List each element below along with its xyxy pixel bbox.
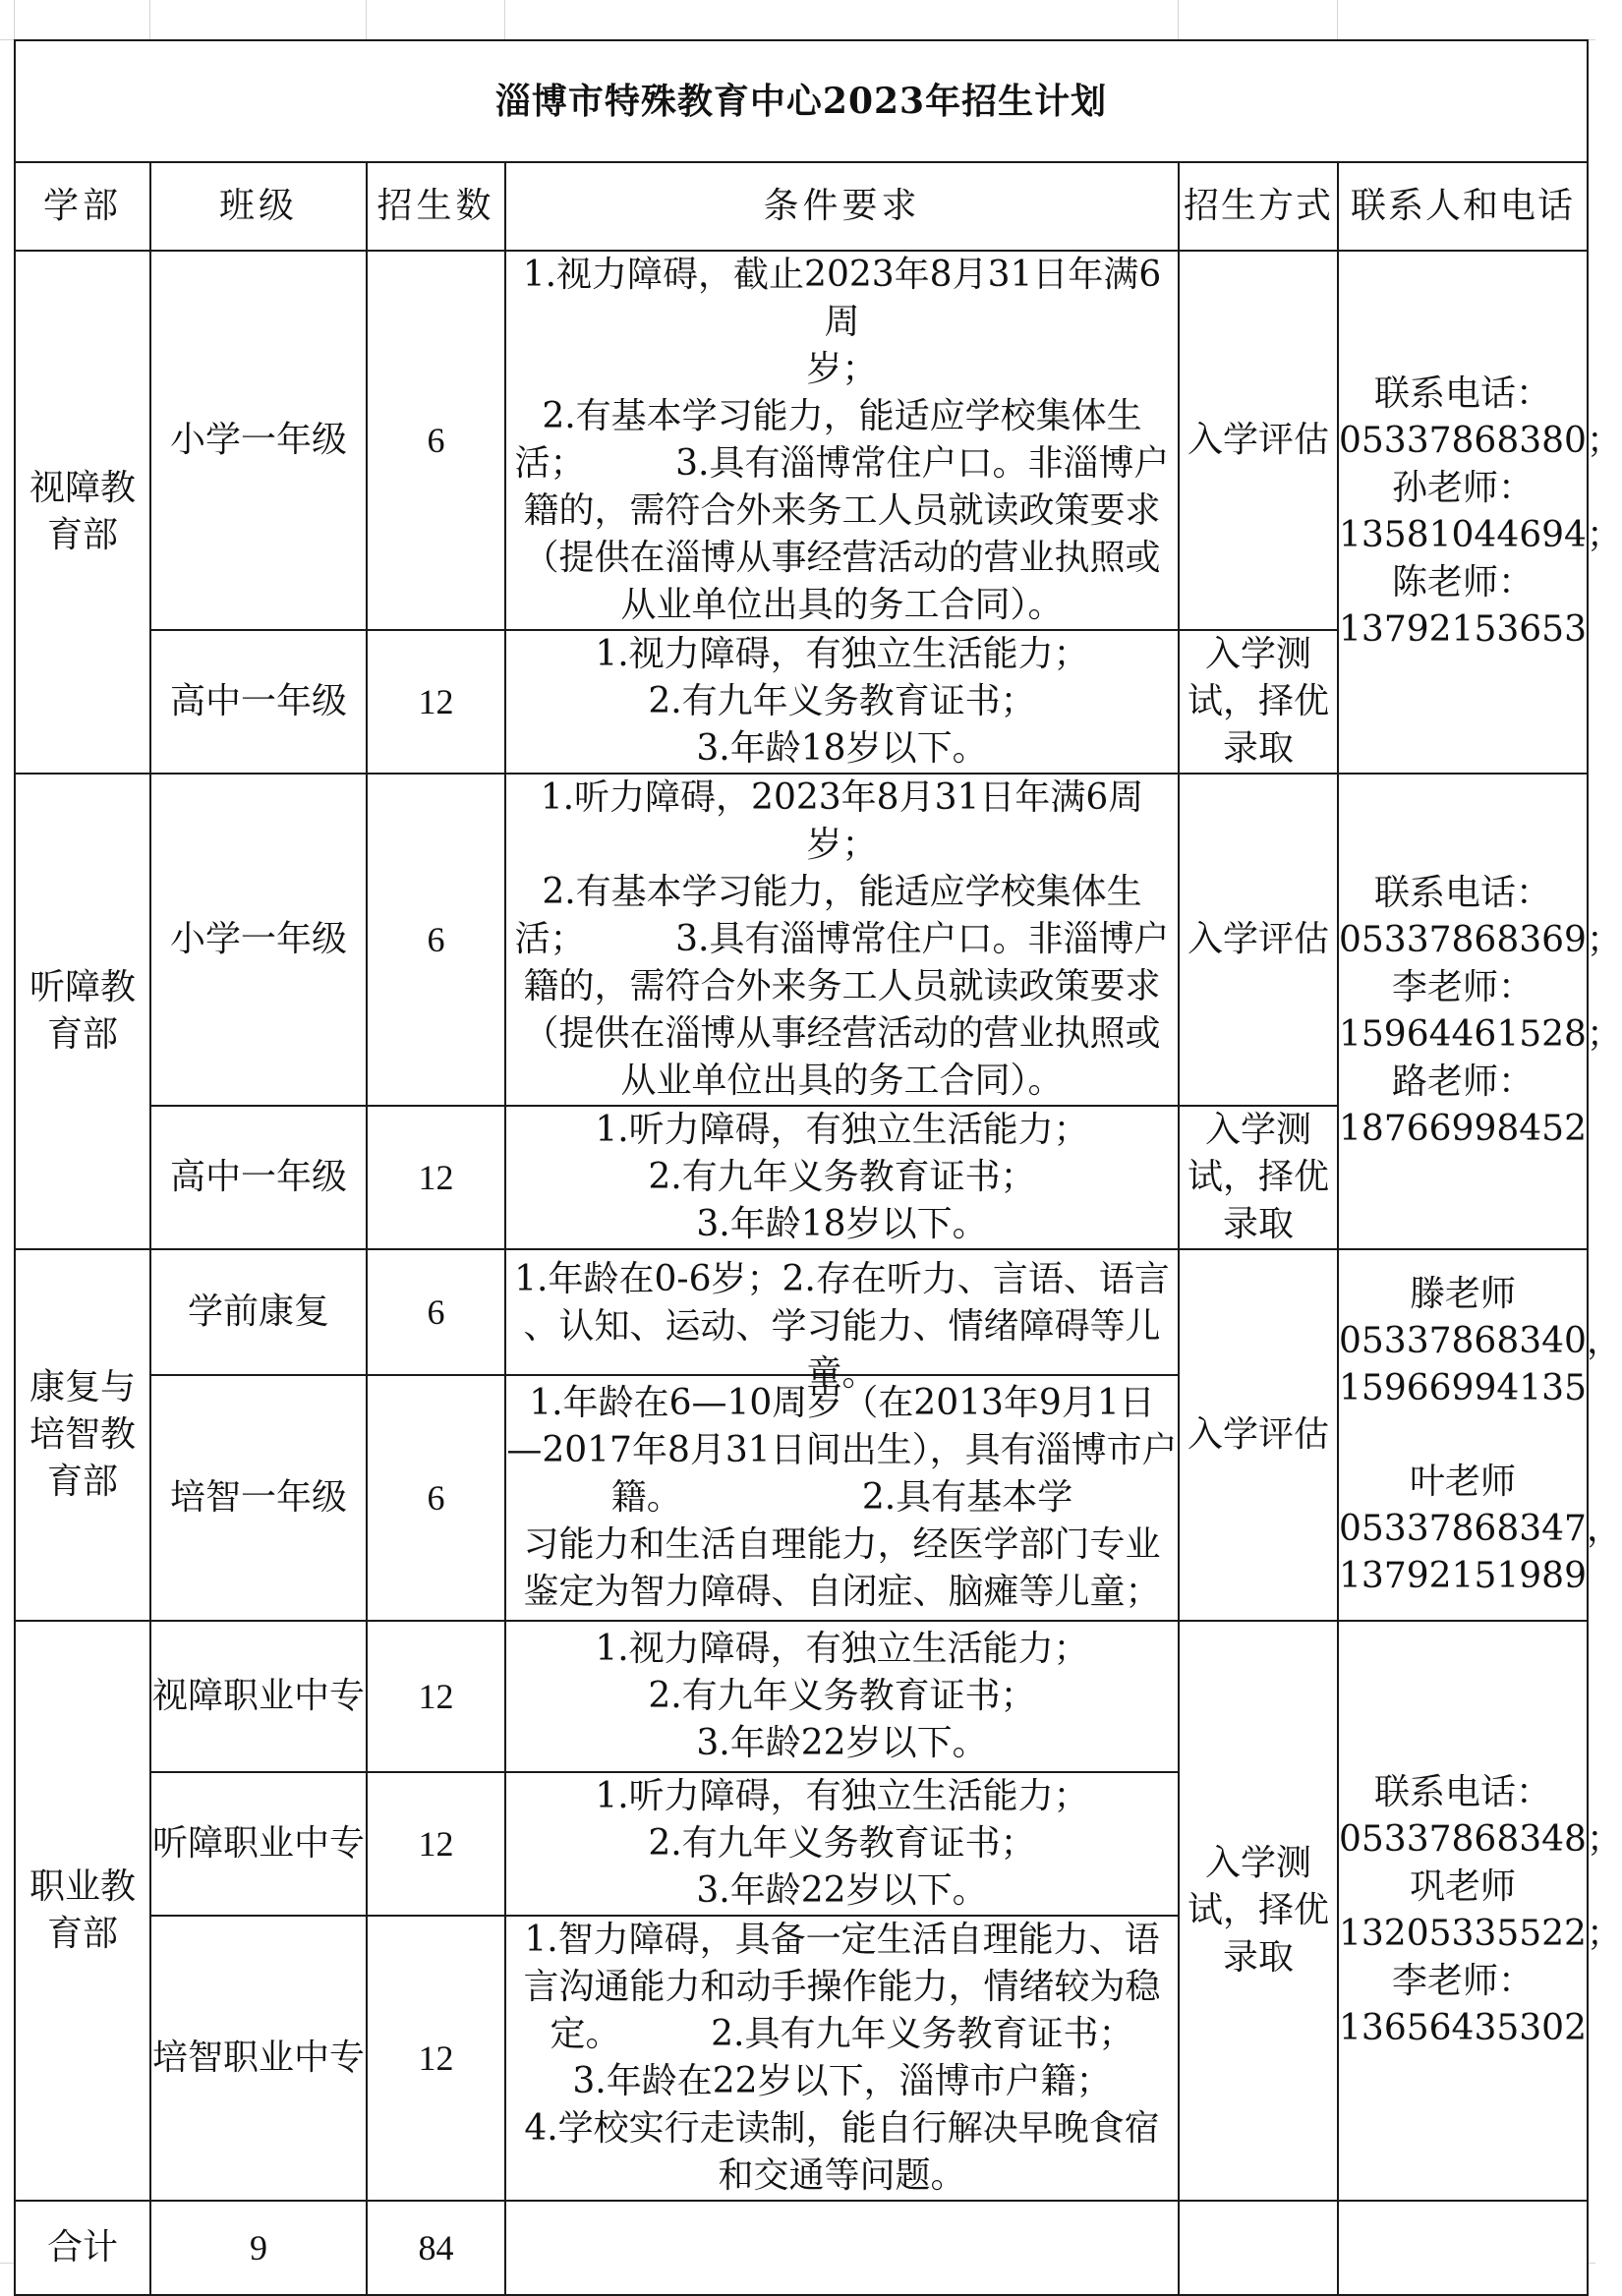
requirement-line: 籍。 2.具有基本学 <box>610 1477 1073 1518</box>
header-class: 班级 <box>150 162 367 251</box>
method-line: 录取 <box>1222 728 1294 769</box>
method-line: 录取 <box>1222 1937 1294 1978</box>
method-cell <box>1179 1249 1338 1621</box>
header-method: 招生方式 <box>1179 162 1338 251</box>
enrollment-table <box>14 39 1622 2296</box>
dept-cell <box>15 1249 150 1621</box>
contact-line <box>1339 1412 1587 1459</box>
enrollment-plan-sheet <box>14 39 1622 2267</box>
class-cell: 高中一年级 <box>150 1106 367 1249</box>
requirement-line: 言沟通能力和动手操作能力，情绪较为稳 <box>523 1967 1161 2007</box>
total-empty-cell <box>1179 2201 1338 2295</box>
requirement-line: 3.年龄18岁以下。 <box>696 728 988 769</box>
table-row <box>15 774 1588 1106</box>
requirement-line: （提供在淄博从事经营活动的营业执照或 <box>523 538 1161 578</box>
requirement-line: 定。 2.具有九年义务教育证书； <box>550 2014 1134 2054</box>
requirement-line: 鉴定为智力障碍、自闭症、脑瘫等儿童； <box>523 1572 1161 1612</box>
method-line: 入学测 <box>1204 634 1311 674</box>
contact-cell <box>1338 1249 1622 1621</box>
dept-name-line: 育部 <box>46 1014 118 1055</box>
class-cell: 小学一年级 <box>150 251 367 630</box>
requirement-line: 1.听力障碍，有独立生活能力； <box>595 1776 1089 1816</box>
total-classes: 9 <box>150 2201 367 2295</box>
contact-cell <box>1338 1621 1622 2201</box>
dept-name-line: 培智教 <box>29 1414 136 1455</box>
total-label: 合计 <box>15 2201 150 2295</box>
class-cell: 培智一年级 <box>150 1375 367 1621</box>
contact-line: 李老师： <box>1392 1961 1535 2001</box>
header-count: 招生数 <box>367 162 505 251</box>
method-line: 入学评估 <box>1187 1414 1329 1455</box>
requirement-line: 1.年龄在6—10周岁（在2013年9月1日 <box>529 1383 1155 1423</box>
header-contact: 联系人和电话 <box>1338 162 1588 251</box>
contact-line: 15966994135 <box>1339 1367 1587 1408</box>
method-cell <box>1179 1621 1338 2201</box>
contact-line: 路老师： <box>1392 1062 1535 1102</box>
contact-line: 陈老师： <box>1392 562 1535 603</box>
count-cell: 12 <box>367 1106 505 1249</box>
count-cell: 12 <box>367 1621 505 1772</box>
contact-line: 联系电话： <box>1374 873 1552 913</box>
contact-cell <box>1338 251 1622 774</box>
dept-name-line: 听障教 <box>29 967 136 1007</box>
requirement-line: 2.有基本学习能力，能适应学校集体生 <box>542 396 1142 436</box>
total-row <box>15 2201 1588 2295</box>
contact-line: 15964461528； <box>1339 1014 1622 1055</box>
header-requirements: 条件要求 <box>505 162 1179 251</box>
contact-line: 05337868348； <box>1339 1819 1622 1860</box>
requirement-line: 1.视力障碍，有独立生活能力； <box>595 1629 1089 1669</box>
contact-line: 05337868347， <box>1339 1508 1622 1549</box>
method-line: 录取 <box>1222 1204 1294 1244</box>
contact-cell <box>1338 774 1622 1249</box>
contact-line: 13581044694； <box>1339 515 1622 555</box>
method-line: 试，择优 <box>1187 1890 1329 1930</box>
requirement-line: 4.学校实行走读制，能自行解决早晚食宿 <box>524 2108 1160 2149</box>
dept-cell <box>15 774 150 1249</box>
count-cell: 6 <box>367 1375 505 1621</box>
method-cell <box>1179 251 1338 630</box>
method-line: 试，择优 <box>1187 1157 1329 1197</box>
requirement-line: 从业单位出具的务工合同）。 <box>620 1061 1064 1101</box>
contact-line: 李老师： <box>1392 967 1535 1007</box>
requirement-line: 3.年龄在22岁以下，淄博市户籍； <box>572 2061 1112 2101</box>
header-row <box>15 162 1588 251</box>
requirement-line: 籍的，需符合外来务工人员就读政策要求 <box>523 966 1161 1006</box>
contact-line: 巩老师 <box>1410 1866 1517 1907</box>
dept-cell <box>15 1621 150 2201</box>
count-cell: 12 <box>367 630 505 774</box>
contact-line: 叶老师 <box>1410 1461 1517 1502</box>
dept-name-line: 育部 <box>46 515 118 555</box>
dept-name-line: 育部 <box>46 1914 118 1954</box>
requirements-cell <box>505 774 1179 1106</box>
class-cell: 高中一年级 <box>150 630 367 774</box>
total-empty-cell <box>1338 2201 1588 2295</box>
requirement-line: 1.智力障碍，具备一定生活自理能力、语 <box>524 1920 1160 1960</box>
requirement-line: 1.年龄在0-6岁；2.存在听力、言语、语言 <box>514 1259 1170 1299</box>
method-line: 试，择优 <box>1187 681 1329 721</box>
method-cell <box>1179 630 1338 774</box>
count-cell: 6 <box>367 1249 505 1375</box>
contact-line: 13792151989 <box>1339 1555 1587 1596</box>
requirement-line: 3.年龄18岁以下。 <box>696 1204 988 1244</box>
requirement-line: （提供在淄博从事经营活动的营业执照或 <box>523 1013 1161 1054</box>
dept-name-line: 视障教 <box>29 468 136 508</box>
count-cell: 6 <box>367 251 505 630</box>
table-row <box>15 251 1588 630</box>
requirement-line: 和交通等问题。 <box>718 2155 966 2196</box>
requirement-line: 活； 3.具有淄博常住户口。非淄博户 <box>514 443 1170 484</box>
header-dept: 学部 <box>15 162 150 251</box>
requirement-line: 1.视力障碍，有独立生活能力； <box>595 634 1089 674</box>
requirement-line: 岁； <box>806 349 878 389</box>
requirement-line: 1.听力障碍，2023年8月31日年满6周岁； <box>540 777 1144 865</box>
requirements-cell <box>505 1249 1179 1394</box>
method-cell <box>1179 1106 1338 1249</box>
requirement-line: 2.有九年义务教育证书； <box>648 1157 1036 1197</box>
contact-line: 13205335522； <box>1339 1914 1622 1954</box>
contact-line: 13792153653 <box>1339 609 1587 650</box>
contact-line: 05337868369； <box>1339 920 1622 960</box>
requirement-line: 3.年龄22岁以下。 <box>696 1723 988 1763</box>
method-line: 入学测 <box>1204 1843 1311 1883</box>
requirement-line: 3.年龄22岁以下。 <box>696 1870 988 1911</box>
table-row <box>15 1249 1588 1375</box>
contact-line: 联系电话： <box>1374 373 1552 414</box>
dept-name-line: 育部 <box>46 1462 118 1502</box>
requirement-line: 2.有九年义务教育证书； <box>648 1676 1036 1716</box>
requirements-cell <box>505 1772 1179 1916</box>
page-title: 淄博市特殊教育中心2023年招生计划 <box>15 40 1588 162</box>
requirements-cell <box>505 630 1179 774</box>
contact-line: 13656435302 <box>1339 2008 1587 2048</box>
requirement-line: 、认知、运动、学习能力、情绪障碍等儿 <box>523 1306 1161 1347</box>
contact-line: 18766998452 <box>1339 1109 1587 1149</box>
requirement-line: 2.有九年义务教育证书； <box>648 1823 1036 1864</box>
requirement-line: 籍的，需符合外来务工人员就读政策要求 <box>523 490 1161 531</box>
requirement-line: —2017年8月31日间出生），具有淄博市户 <box>506 1430 1178 1470</box>
class-cell: 小学一年级 <box>150 774 367 1106</box>
class-cell: 培智职业中专 <box>150 1916 367 2201</box>
count-cell: 12 <box>367 1916 505 2201</box>
requirement-line: 2.有基本学习能力，能适应学校集体生 <box>542 872 1142 912</box>
requirements-cell <box>505 251 1179 630</box>
class-cell: 学前康复 <box>150 1249 367 1375</box>
requirement-line: 习能力和生活自理能力，经医学部门专业 <box>523 1524 1161 1565</box>
count-cell: 6 <box>367 774 505 1106</box>
contact-line: 05337868380； <box>1339 421 1622 461</box>
requirements-cell <box>505 1106 1179 1249</box>
requirement-line: 从业单位出具的务工合同）。 <box>620 585 1064 625</box>
requirement-line: 1.听力障碍，有独立生活能力； <box>595 1110 1089 1150</box>
method-line: 入学评估 <box>1187 919 1329 959</box>
contact-line: 滕老师 <box>1410 1273 1517 1314</box>
contact-line: 05337868340， <box>1339 1320 1622 1361</box>
requirement-line: 1.视力障碍，截止2023年8月31日年满6周 <box>522 255 1162 342</box>
method-line: 入学测 <box>1204 1110 1311 1150</box>
dept-cell <box>15 251 150 774</box>
method-cell <box>1179 774 1338 1106</box>
class-cell: 听障职业中专 <box>150 1772 367 1916</box>
requirement-line: 2.有九年义务教育证书； <box>648 681 1036 721</box>
count-cell: 12 <box>367 1772 505 1916</box>
requirement-line: 童。 <box>806 1353 878 1394</box>
requirement-line: 活； 3.具有淄博常住户口。非淄博户 <box>514 919 1170 959</box>
requirements-cell <box>505 1916 1179 2201</box>
method-line: 入学评估 <box>1187 420 1329 460</box>
dept-name-line: 职业教 <box>29 1866 136 1907</box>
contact-line: 联系电话： <box>1374 1772 1552 1812</box>
requirements-cell <box>505 1375 1179 1621</box>
table-row <box>15 1621 1588 1772</box>
total-empty-cell <box>505 2201 1179 2295</box>
dept-name-line: 康复与 <box>29 1367 136 1407</box>
class-cell: 视障职业中专 <box>150 1621 367 1772</box>
contact-line: 孙老师： <box>1392 468 1535 508</box>
requirements-cell <box>505 1621 1179 1772</box>
total-count: 84 <box>367 2201 505 2295</box>
